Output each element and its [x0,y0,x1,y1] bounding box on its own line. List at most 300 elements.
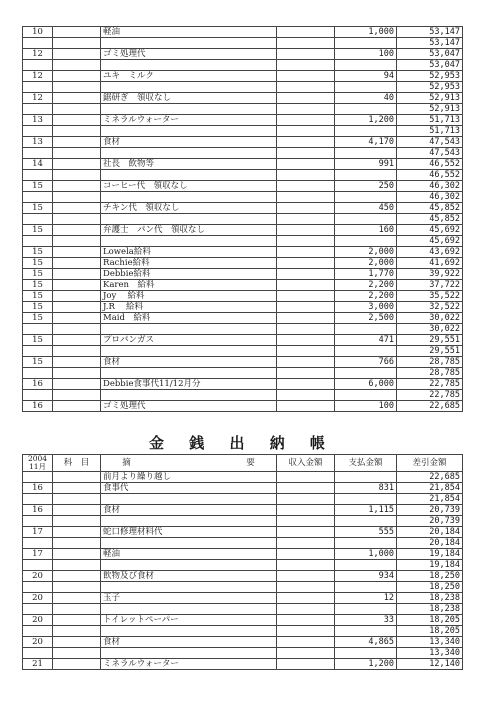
row-category [53,71,101,82]
ledger-row [23,593,463,604]
row-category [53,247,101,258]
row-income [277,203,335,214]
row-summary: 蛇口修理材料代 [101,527,277,538]
row-balance: 45,852 [397,214,463,225]
row-day: 15 [23,357,53,368]
row-summary: 軽油 [101,549,277,560]
row-day: 10 [23,27,53,38]
row-payment [335,214,397,225]
row-category [53,115,101,126]
row-category [53,203,101,214]
header-month: 11月 [28,462,47,471]
row-payment: 100 [335,401,397,412]
ledger-row [23,604,463,615]
row-summary [101,604,277,615]
row-summary [101,324,277,335]
row-balance: 32,522 [397,302,463,313]
ledger-row [23,637,463,648]
row-category [53,258,101,269]
row-day: 20 [23,593,53,604]
row-income [277,258,335,269]
row-summary: Joy 給料 [101,291,277,302]
row-income [277,280,335,291]
row-category [53,648,101,659]
row-balance: 47,543 [397,148,463,159]
row-income [277,571,335,582]
row-balance: 22,685 [397,401,463,412]
ledger-row [23,527,463,538]
row-day: 15 [23,181,53,192]
row-balance: 18,205 [397,615,463,626]
row-category [53,60,101,71]
row-category [53,82,101,93]
row-balance: 21,854 [397,483,463,494]
row-summary [101,538,277,549]
row-day: 16 [23,483,53,494]
row-balance: 52,953 [397,71,463,82]
row-day: 15 [23,291,53,302]
row-category [53,192,101,203]
row-day: 20 [23,571,53,582]
row-summary: 食事代 [101,483,277,494]
row-payment: 2,000 [335,258,397,269]
row-summary: 鋸研ぎ 領収なし [101,93,277,104]
row-payment: 1,200 [335,115,397,126]
row-income [277,626,335,637]
row-category [53,401,101,412]
row-income [277,604,335,615]
row-balance: 46,552 [397,170,463,181]
ledger-table-upper [22,26,463,412]
row-income [277,615,335,626]
row-payment [335,236,397,247]
ledger-row [23,538,463,549]
row-summary: Maid 給料 [101,313,277,324]
ledger-row [23,615,463,626]
row-summary [101,60,277,71]
row-balance: 45,692 [397,236,463,247]
row-income [277,483,335,494]
header-summary [101,455,277,472]
row-summary [101,648,277,659]
row-payment: 4,865 [335,637,397,648]
row-balance: 37,722 [397,280,463,291]
row-payment: 934 [335,571,397,582]
row-category [53,505,101,516]
ledger-row [23,82,463,93]
row-category [53,549,101,560]
row-payment [335,324,397,335]
row-summary: Karen 給料 [101,280,277,291]
row-day [23,170,53,181]
row-summary: 前月より繰り越し [101,472,277,483]
row-balance: 52,913 [397,93,463,104]
row-income [277,527,335,538]
row-balance: 29,551 [397,335,463,346]
ledger-row [23,505,463,516]
row-income [277,659,335,670]
row-category [53,571,101,582]
ledger-row [23,214,463,225]
row-category [53,335,101,346]
row-income [277,549,335,560]
row-day [23,148,53,159]
row-summary [101,368,277,379]
row-payment: 1,770 [335,269,397,280]
ledger-row [23,483,463,494]
row-income [277,472,335,483]
row-income [277,247,335,258]
row-summary: Debbie食事代11/12月分 [101,379,277,390]
row-summary: 社長 飲物等 [101,159,277,170]
row-balance: 20,184 [397,538,463,549]
header-summary-b: 要 [246,458,255,468]
row-balance: 43,692 [397,247,463,258]
ledger-row [23,335,463,346]
ledger-row [23,192,463,203]
row-payment: 3,000 [335,302,397,313]
row-summary: J.R 給料 [101,302,277,313]
row-day [23,390,53,401]
row-day: 15 [23,269,53,280]
row-payment [335,82,397,93]
row-summary: ミネラルウォーター [101,115,277,126]
row-summary: チキン代 領収なし [101,203,277,214]
ledger-row [23,659,463,670]
ledger-row [23,324,463,335]
row-summary [101,148,277,159]
row-payment: 6,000 [335,379,397,390]
row-day: 15 [23,313,53,324]
row-payment: 471 [335,335,397,346]
row-summary [101,192,277,203]
row-category [53,280,101,291]
row-income [277,291,335,302]
row-balance: 18,250 [397,582,463,593]
row-day: 15 [23,280,53,291]
row-payment: 40 [335,93,397,104]
row-income [277,192,335,203]
row-payment: 94 [335,71,397,82]
row-summary [101,38,277,49]
row-day [23,604,53,615]
row-day: 20 [23,637,53,648]
row-income [277,170,335,181]
row-day [23,582,53,593]
ledger-row [23,115,463,126]
row-income [277,269,335,280]
ledger-row [23,247,463,258]
row-income [277,93,335,104]
row-balance: 22,685 [397,472,463,483]
header-summary-a: 摘 [122,458,131,468]
row-category [53,225,101,236]
row-summary: 食材 [101,505,277,516]
ledger-row [23,549,463,560]
row-day [23,324,53,335]
row-payment: 100 [335,49,397,60]
row-payment: 1,200 [335,659,397,670]
row-balance: 29,551 [397,346,463,357]
ledger-row [23,203,463,214]
row-category [53,324,101,335]
row-payment [335,60,397,71]
ledger-row [23,571,463,582]
row-day: 13 [23,115,53,126]
row-category [53,637,101,648]
row-payment: 250 [335,181,397,192]
row-balance: 45,692 [397,225,463,236]
row-income [277,560,335,571]
row-balance: 53,147 [397,38,463,49]
row-balance: 22,785 [397,379,463,390]
row-day [23,516,53,527]
row-balance: 20,184 [397,527,463,538]
row-category [53,368,101,379]
ledger-row [23,494,463,505]
row-category [53,159,101,170]
row-payment: 2,000 [335,247,397,258]
row-summary [101,494,277,505]
row-category [53,170,101,181]
row-payment [335,192,397,203]
row-day [23,104,53,115]
row-category [53,313,101,324]
row-day: 15 [23,247,53,258]
row-income [277,324,335,335]
row-payment [335,538,397,549]
row-income [277,49,335,60]
row-day: 15 [23,258,53,269]
row-day [23,538,53,549]
row-payment: 555 [335,527,397,538]
row-summary: 飲物及び食材 [101,571,277,582]
row-day [23,648,53,659]
ledger-row [23,93,463,104]
ledger-row [23,269,463,280]
row-day: 15 [23,203,53,214]
row-balance: 18,205 [397,626,463,637]
row-income [277,38,335,49]
row-balance: 20,739 [397,505,463,516]
row-income [277,494,335,505]
header-income: 収入金額 [277,455,335,472]
row-balance: 39,922 [397,269,463,280]
row-category [53,593,101,604]
row-category [53,379,101,390]
header-year-month [23,455,53,472]
row-income [277,379,335,390]
row-day [23,626,53,637]
row-category [53,214,101,225]
row-day [23,494,53,505]
row-balance: 46,552 [397,159,463,170]
row-summary [101,626,277,637]
row-balance: 53,047 [397,60,463,71]
row-summary: トイレットペーパー [101,615,277,626]
ledger-row [23,582,463,593]
row-payment: 2,500 [335,313,397,324]
row-day [23,368,53,379]
row-category [53,346,101,357]
row-category [53,137,101,148]
row-summary: ゴミ処理代 [101,401,277,412]
ledger-row [23,390,463,401]
row-balance: 30,022 [397,313,463,324]
row-summary: Rachie給料 [101,258,277,269]
row-payment [335,472,397,483]
row-payment [335,368,397,379]
row-income [277,82,335,93]
row-summary: 食材 [101,637,277,648]
row-category [53,604,101,615]
ledger-row [23,49,463,60]
ledger-row [23,60,463,71]
ledger-row [23,258,463,269]
ledger-row [23,346,463,357]
row-summary: ミネラルウォーター [101,659,277,670]
row-summary [101,516,277,527]
row-category [53,626,101,637]
row-income [277,346,335,357]
row-income [277,516,335,527]
row-summary: 食材 [101,357,277,368]
ledger-row [23,159,463,170]
row-day: 20 [23,615,53,626]
row-summary: 食材 [101,137,277,148]
row-day [23,560,53,571]
row-payment [335,494,397,505]
row-income [277,181,335,192]
row-summary: 弁護士 パン代 領収なし [101,225,277,236]
row-day [23,236,53,247]
row-income [277,335,335,346]
row-day [23,214,53,225]
row-balance: 45,852 [397,203,463,214]
row-income [277,401,335,412]
row-income [277,593,335,604]
row-category [53,49,101,60]
row-income [277,236,335,247]
row-category [53,494,101,505]
row-category [53,615,101,626]
row-summary [101,104,277,115]
row-income [277,104,335,115]
row-category [53,269,101,280]
row-payment: 450 [335,203,397,214]
row-category [53,538,101,549]
row-payment: 12 [335,593,397,604]
row-balance: 28,785 [397,368,463,379]
ledger-header-row [23,455,463,472]
row-payment [335,346,397,357]
row-category [53,472,101,483]
row-payment: 33 [335,615,397,626]
row-summary: コーヒー代 領収なし [101,181,277,192]
ledger-row [23,626,463,637]
ledger-row [23,137,463,148]
row-balance: 51,713 [397,115,463,126]
row-income [277,137,335,148]
row-balance: 41,692 [397,258,463,269]
row-balance: 12,140 [397,659,463,670]
row-payment: 4,170 [335,137,397,148]
row-category [53,104,101,115]
ledger-row [23,170,463,181]
row-category [53,148,101,159]
row-day: 16 [23,505,53,516]
row-summary: プロパンガス [101,335,277,346]
row-summary [101,214,277,225]
row-balance: 13,340 [397,648,463,659]
row-income [277,225,335,236]
ledger-row [23,560,463,571]
row-balance: 28,785 [397,357,463,368]
row-category [53,582,101,593]
row-category [53,291,101,302]
row-balance: 46,302 [397,192,463,203]
row-category [53,38,101,49]
row-day: 12 [23,93,53,104]
ledger-row [23,401,463,412]
ledger-table-lower [22,454,463,670]
row-payment [335,626,397,637]
row-income [277,313,335,324]
ledger-row [23,357,463,368]
row-income [277,71,335,82]
row-payment: 766 [335,357,397,368]
ledger-row [23,291,463,302]
header-year: 2004 [27,454,48,463]
row-balance: 18,238 [397,593,463,604]
row-income [277,538,335,549]
row-day: 17 [23,527,53,538]
row-income [277,368,335,379]
ledger-row [23,472,463,483]
row-balance: 19,184 [397,560,463,571]
row-balance: 53,147 [397,27,463,38]
row-income [277,302,335,313]
row-summary: Debbie給料 [101,269,277,280]
row-payment [335,38,397,49]
row-day [23,82,53,93]
row-day [23,38,53,49]
row-income [277,60,335,71]
row-balance: 51,713 [397,126,463,137]
row-balance: 19,184 [397,549,463,560]
ledger-row [23,27,463,38]
row-balance: 13,340 [397,637,463,648]
row-day [23,192,53,203]
row-day: 16 [23,379,53,390]
ledger-row [23,148,463,159]
row-payment [335,126,397,137]
row-payment [335,560,397,571]
ledger-row [23,379,463,390]
row-balance: 52,953 [397,82,463,93]
row-balance: 21,854 [397,494,463,505]
row-summary: ゴミ処理代 [101,49,277,60]
row-day [23,472,53,483]
ledger-page-lower [22,454,462,670]
row-summary [101,390,277,401]
header-category: 科 目 [53,455,101,472]
row-income [277,115,335,126]
row-summary [101,236,277,247]
row-category [53,126,101,137]
ledger-row [23,225,463,236]
row-category [53,659,101,670]
